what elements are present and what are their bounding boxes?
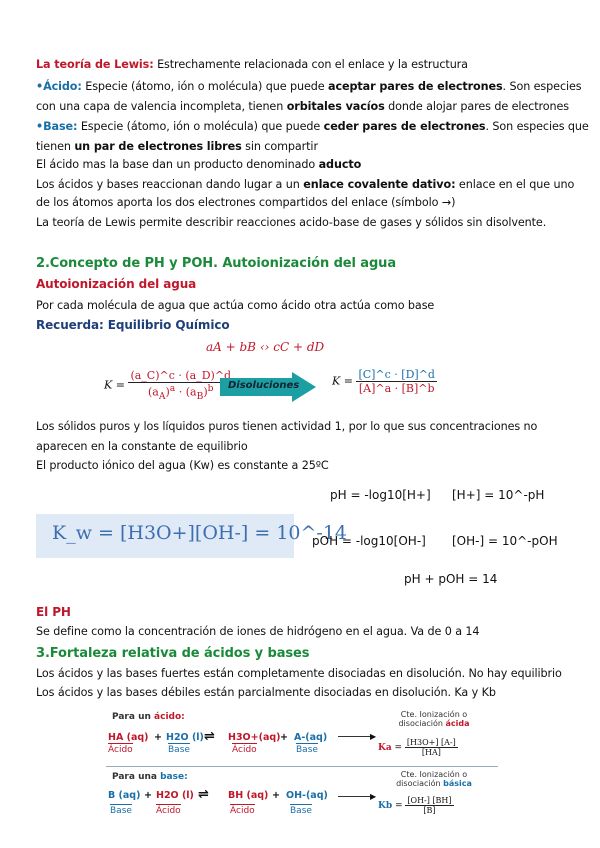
fortaleza-line1: Los ácidos y las bases fuertes están completamente disociadas en disolución. No hay equilibrio (36, 667, 562, 680)
base-k-numerator: [OH-] [BH] (407, 796, 452, 805)
base-eq-h2o: H2O (l) (156, 790, 194, 801)
acid-row-header (112, 712, 185, 722)
lewis-intro: Estrechamente relacionada con el enlace y la estructura (157, 58, 468, 71)
base-line2-b: sin compartir (245, 140, 318, 153)
acid-k-title-b: disociación (398, 719, 443, 728)
solids-line2: aparecen en la constante de equilibrio (36, 440, 248, 453)
acid-eq-a: A-(aq) (294, 732, 328, 743)
acid-role-2: Base (168, 745, 190, 755)
fortaleza-title: 3.Fortaleza relativa de ácidos y bases (36, 646, 310, 661)
base-eq-b: B (aq) (108, 790, 141, 801)
base-definition-line1 (36, 120, 589, 133)
base-label: Base: (43, 120, 78, 133)
base-header-text: Para una (112, 772, 157, 782)
poh-equation: pOH = -log10[OH-] (312, 534, 426, 548)
acid-text-1: Especie (átomo, ión o molécula) que puede (85, 80, 325, 93)
acid-k-denominator: [HA] (421, 748, 441, 757)
k-concentration-expression: K = $\frac{[C]\^{}c \cdot [D]\^{}d}{[A]\^{}a \cdot [B]\^{}b}$ (332, 368, 435, 395)
base-text-2: . Son especies que (485, 120, 589, 133)
disoluciones-label: Disoluciones (228, 380, 300, 391)
dativo-bold: enlace covalente dativo: (303, 178, 456, 191)
oh-concentration-equation: [OH-] = 10^-pOH (452, 534, 558, 548)
acid-text-2: . Son especies (502, 80, 582, 93)
acid-eq-h3o: H3O+(aq) (228, 732, 281, 743)
k-right-denominator: [A]^a · [B]^b (358, 382, 435, 395)
base-k-title-c: básica (443, 779, 472, 788)
el-ph-title: El PH (36, 605, 71, 619)
base-eq-bh: BH (aq) (228, 790, 269, 801)
acid-bold-1: aceptar pares de electrones (328, 80, 503, 93)
aducto-line (36, 158, 361, 171)
k-right-numerator: [C]^c · [D]^d (358, 368, 435, 381)
acid-header-text: Para un (112, 712, 151, 722)
acid-k-symbol: Ka (378, 743, 392, 753)
ph-section-title: 2.Concepto de PH y POH. Autoionización del agua (36, 256, 396, 271)
acid-eq-plus2: + (280, 732, 288, 743)
base-k-symbol: Kb (378, 801, 393, 811)
el-ph-text: Se define como la concentración de iones de hidrógeno en el agua. Va de 0 a 14 (36, 625, 480, 638)
base-bullet: • (36, 120, 44, 133)
lewis-title-line (36, 58, 468, 71)
acid-arrow-head: ▶ (370, 732, 377, 741)
base-arrow-head: ▶ (370, 792, 377, 801)
base-role-1: Base (110, 806, 132, 816)
k-left-denominator: $(a_A)^a \cdot (a_B)^b$ (148, 383, 214, 402)
base-bold-2: un par de electrones libres (74, 140, 242, 153)
fortaleza-line2: Los ácidos y las bases débiles están parcialmente disociadas en disolución. Ka y Kb (36, 686, 496, 699)
ph-poh-sum: pH + pOH = 14 (404, 572, 498, 586)
acid-header-word: ácido: (154, 712, 185, 722)
lewis-final: La teoría de Lewis permite describir reacciones acido-base de gases y sólidos sin disolvente. (36, 216, 547, 229)
acid-arrow-line (338, 736, 374, 737)
recuerda-title: Recuerda: Equilibrio Químico (36, 318, 230, 332)
aducto-text: El ácido mas la base dan un producto denominado (36, 158, 316, 171)
base-line2-a: tienen (36, 140, 71, 153)
acid-line2-b: donde alojar pares de electrones (388, 100, 569, 113)
acid-role-4: Base (296, 745, 318, 755)
acid-role-1: Ácido (108, 745, 133, 755)
k-activity-expression: K = $\frac{(a\_C)\^{}c \cdot (a\_D)\^{}d}{(a_A)^a \cdot (a_B)^b}$ (104, 369, 232, 402)
base-header-word: base: (160, 772, 188, 782)
lewis-title: La teoría de Lewis: (36, 58, 154, 71)
ph-equation: pH = -log10[H+] (330, 488, 431, 502)
kw-equation: K_w = [H3O+][OH-] = 10^-14 (52, 522, 348, 544)
base-row-header (112, 772, 188, 782)
base-k-expression: Kb = $\frac{[OH-] [BH]}{[B]}$ (378, 796, 452, 815)
acid-k-numerator: [H3O+] [A-] (406, 738, 456, 747)
base-bold-1: ceder pares de electrones (323, 120, 486, 133)
solids-line1: Los sólidos puros y los líquidos puros tienen actividad 1, por lo que sus concentraciones no (36, 420, 538, 433)
acid-eq-ha: HA (aq) (108, 732, 149, 743)
acid-bullet: • (36, 80, 44, 93)
acid-bold-2: orbitales vacíos (286, 100, 385, 113)
base-eq-plus2: + (272, 790, 280, 801)
acid-k-expression: Ka = $\frac{[H3O+] [A-]}{[HA]}$ (378, 738, 456, 757)
base-k-denominator: [B] (423, 806, 436, 815)
acid-k-title (394, 710, 474, 728)
acid-eq-equilibrium: ⇌ (204, 729, 215, 744)
base-k-title-b: disociación (396, 779, 441, 788)
base-eq-equilibrium: ⇌ (198, 787, 209, 802)
dativo-line1 (36, 178, 574, 191)
base-k-title (394, 770, 474, 788)
h-concentration-equation: [H+] = 10^-pH (452, 488, 545, 502)
base-arrow-line (338, 796, 374, 797)
base-role-2: Ácido (156, 806, 181, 816)
base-text-1: Especie (átomo, ión o molécula) que puede (80, 120, 321, 133)
autoionizacion-subtitle: Autoionización del agua (36, 277, 197, 291)
dativo-line2: de los átomos aporta los dos electrones compartidos del enlace (símbolo →) (36, 196, 456, 209)
kw-text: El producto iónico del agua (Kw) es constante a 25ºC (36, 459, 329, 472)
acid-k-title-a: Cte. Ionización o (400, 710, 468, 719)
acid-eq-h2o: H2O (l) (166, 732, 204, 743)
k-left-numerator: (a_C)^c · (a_D)^d (130, 369, 232, 382)
acid-line2-a: con una capa de valencia incompleta, tienen (36, 100, 284, 113)
table-divider (106, 766, 498, 767)
acid-definition-line2 (36, 100, 569, 113)
acid-label: Ácido: (43, 80, 82, 93)
acid-k-title-c: ácida (445, 719, 470, 728)
dativo-text-a: Los ácidos y bases reaccionan dando lugar a un (36, 178, 300, 191)
acid-eq-plus1: + (154, 732, 162, 743)
base-role-4: Base (290, 806, 312, 816)
acid-role-3: Ácido (232, 745, 257, 755)
autoionizacion-text: Por cada molécula de agua que actúa como ácido otra actúa como base (36, 299, 435, 312)
ionization-table (106, 710, 498, 828)
base-definition-line2 (36, 140, 318, 153)
aducto-bold: aducto (318, 158, 362, 171)
base-eq-oh: OH-(aq) (286, 790, 328, 801)
base-k-title-a: Cte. Ionización o (400, 770, 468, 779)
acid-definition-line1 (36, 80, 582, 93)
reaction-equation (206, 340, 324, 354)
base-role-3: Ácido (230, 806, 255, 816)
dativo-text-b: enlace en el que uno (458, 178, 575, 191)
base-eq-plus1: + (144, 790, 152, 801)
reaction-text: aA + bB ‹› cC + dD (206, 340, 325, 354)
